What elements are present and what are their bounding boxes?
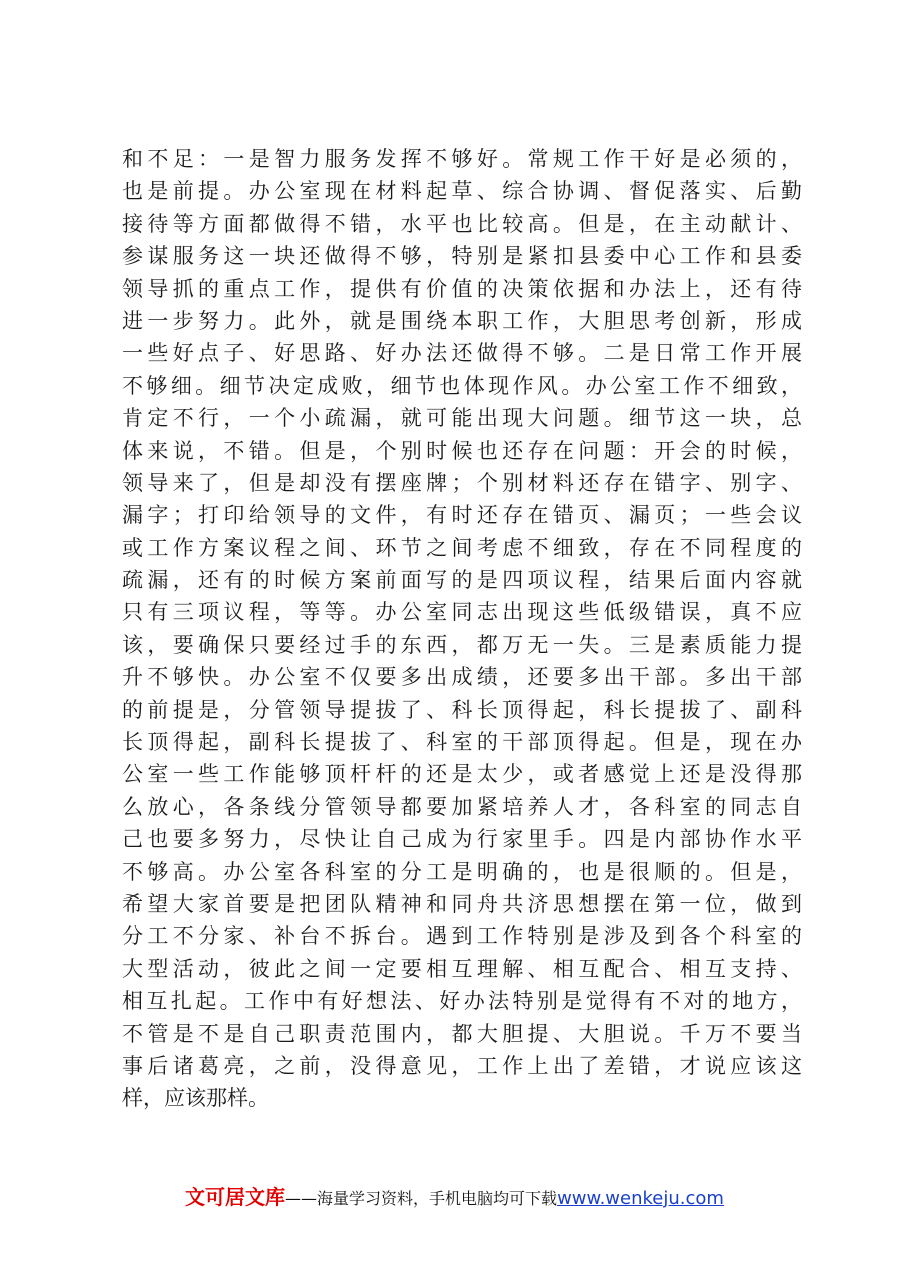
text-line: 或工作方案议程之间、环节之间考虑不细致，存在不同程度的 [122, 535, 802, 560]
text-line: 么放心，各条线分管领导都要加紧培养人才，各科室的同志自 [122, 794, 802, 819]
text-line: 升不够快。办公室不仅要多出成绩，还要多出干部。多出干部 [122, 665, 802, 690]
body-paragraph [122, 143, 802, 1115]
text-line: 只有三项议程，等等。办公室同志出现这些低级错误，真不应 [122, 600, 802, 625]
text-line: 的前提是，分管领导提拔了、科长顶得起，科长提拔了、副科 [122, 697, 802, 722]
text-line: 己也要多努力，尽快让自己成为行家里手。四是内部协作水平 [122, 827, 802, 852]
brand-name: 文可居文库 [185, 1185, 286, 1209]
text-line: 分工不分家、补台不拆台。遇到工作特别是涉及到各个科室的 [122, 924, 802, 949]
text-line: 不够细。细节决定成败，细节也体现作风。办公室工作不细致， [122, 373, 802, 398]
text-line: 参谋服务这一块还做得不够，特别是紧扣县委中心工作和县委 [122, 244, 802, 269]
text-line: 公室一些工作能够顶杆杆的还是太少，或者感觉上还是没得那 [122, 762, 802, 787]
text-line: 长顶得起，副科长提拔了、科室的干部顶得起。但是，现在办 [122, 730, 802, 755]
text-line: 和不足：一是智力服务发挥不够好。常规工作干好是必须的， [122, 147, 802, 171]
text-line: 肯定不行，一个小疏漏，就可能出现大问题。细节这一块，总 [122, 406, 802, 431]
text-line: 体来说，不错。但是，个别时候也还存在问题：开会的时候， [122, 438, 802, 463]
text-line: 不管是不是自己职责范围内，都大胆提、大胆说。千万不要当 [122, 1021, 802, 1046]
footer-banner [0, 1181, 909, 1210]
text-line: 该，要确保只要经过手的东西，都万无一失。三是素质能力提 [122, 632, 802, 657]
text-line: 领导抓的重点工作，提供有价值的决策依据和办法上，还有待 [122, 276, 802, 301]
text-line: 不够高。办公室各科室的分工是明确的，也是很顺的。但是， [122, 859, 802, 884]
text-line: 希望大家首要是把团队精神和同舟共济思想摆在第一位，做到 [122, 891, 802, 916]
text-line: 事后诸葛亮，之前，没得意见，工作上出了差错，才说应该这 [122, 1053, 802, 1078]
text-line: 领导来了，但是却没有摆座牌；个别材料还存在错字、别字、 [122, 470, 802, 495]
text-line: 漏字；打印给领导的文件，有时还存在错页、漏页；一些会议 [122, 503, 802, 528]
text-line: 也是前提。办公室现在材料起草、综合协调、督促落实、后勤 [122, 179, 802, 204]
text-line: 疏漏，还有的时候方案前面写的是四项议程，结果后面内容就 [122, 568, 802, 593]
text-line: 接待等方面都做得不错，水平也比较高。但是，在主动献计、 [122, 211, 802, 236]
text-line: 一些好点子、好思路、好办法还做得不够。二是日常工作开展 [122, 341, 802, 366]
text-line: 相互扎起。工作中有好想法、好办法特别是觉得有不对的地方， [122, 989, 802, 1014]
footer-tagline: ——海量学习资料，手机电脑均可下载 [285, 1189, 558, 1208]
text-line: 进一步努力。此外，就是围绕本职工作，大胆思考创新，形成 [122, 308, 802, 333]
website-link[interactable]: www.wenkeju.com [557, 1188, 724, 1209]
text-line: 大型活动，彼此之间一定要相互理解、相互配合、相互支持、 [122, 956, 802, 981]
text-line: 样，应该那样。 [122, 1086, 269, 1111]
